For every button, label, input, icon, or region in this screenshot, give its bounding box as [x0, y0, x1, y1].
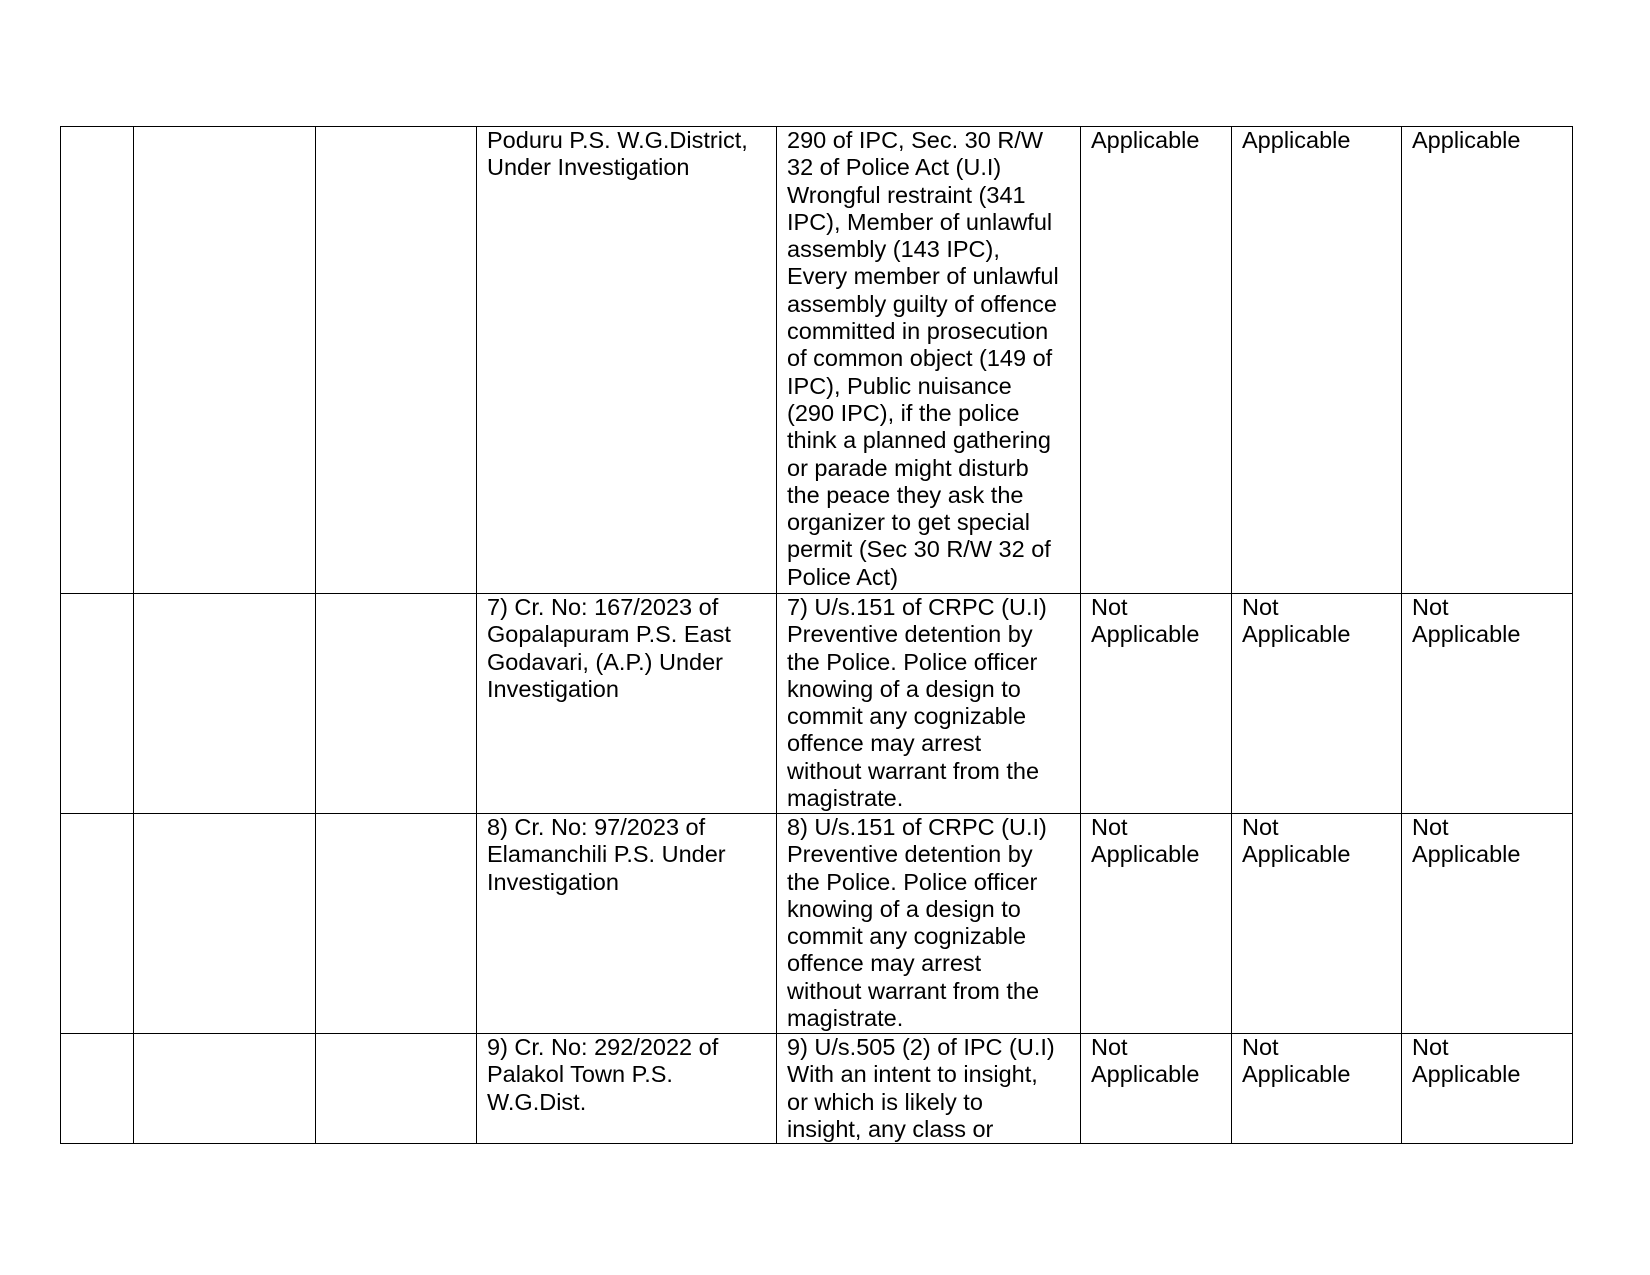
applicability-cell: Not Applicable: [1402, 814, 1573, 1034]
applicability-cell: Not Applicable: [1402, 594, 1573, 814]
case-details-table: [60, 126, 1573, 1144]
applicability-cell: Not Applicable: [1232, 814, 1402, 1034]
case-reference-cell: 9) Cr. No: 292/2022 of Palakol Town P.S. W.G.Dist.: [477, 1034, 777, 1144]
applicability-cell: Not Applicable: [1081, 814, 1232, 1034]
empty-cell: [134, 127, 316, 594]
empty-cell: [134, 1034, 316, 1144]
table-row: [61, 127, 1573, 594]
empty-cell: [316, 127, 477, 594]
empty-cell: [316, 594, 477, 814]
applicability-cell: Not Applicable: [1232, 1034, 1402, 1144]
empty-cell: [134, 594, 316, 814]
case-reference-cell: 8) Cr. No: 97/2023 of Elamanchili P.S. Under Investigation: [477, 814, 777, 1034]
table-row: [61, 1034, 1573, 1144]
empty-cell: [316, 814, 477, 1034]
table-row: [61, 814, 1573, 1034]
applicability-cell: Applicable: [1402, 127, 1573, 594]
case-reference-cell: 7) Cr. No: 167/2023 of Gopalapuram P.S. East Godavari, (A.P.) Under Investigation: [477, 594, 777, 814]
sections-cell: 7) U/s.151 of CRPC (U.I) Preventive detention by the Police. Police officer knowing of a design to commit any cognizable offence may arrest without warrant from the magistrate.: [777, 594, 1081, 814]
sections-cell: 9) U/s.505 (2) of IPC (U.I) With an intent to insight, or which is likely to insight, any class or: [777, 1034, 1081, 1144]
empty-cell: [61, 1034, 134, 1144]
applicability-cell: Not Applicable: [1232, 594, 1402, 814]
empty-cell: [316, 1034, 477, 1144]
applicability-cell: Applicable: [1081, 127, 1232, 594]
applicability-cell: Not Applicable: [1081, 594, 1232, 814]
applicability-cell: Applicable: [1232, 127, 1402, 594]
empty-cell: [61, 814, 134, 1034]
applicability-cell: Not Applicable: [1081, 1034, 1232, 1144]
case-reference-cell: Poduru P.S. W.G.District, Under Investigation: [477, 127, 777, 594]
applicability-cell: Not Applicable: [1402, 1034, 1573, 1144]
empty-cell: [134, 814, 316, 1034]
table-row: [61, 594, 1573, 814]
sections-cell: 290 of IPC, Sec. 30 R/W 32 of Police Act (U.I) Wrongful restraint (341 IPC), Member of unlawful assembly (143 IPC), Every member of unlawful assembly guilty of offence committed in prosecution of common object (149 of IPC), Public nuisance (290 IPC), if the police think a planned gathering or parade might disturb the peace they ask the organizer to get special permit (Sec 30 R/W 32 of Police Act): [777, 127, 1081, 594]
empty-cell: [61, 594, 134, 814]
empty-cell: [61, 127, 134, 594]
sections-cell: 8) U/s.151 of CRPC (U.I) Preventive detention by the Police. Police officer knowing of a design to commit any cognizable offence may arrest without warrant from the magistrate.: [777, 814, 1081, 1034]
